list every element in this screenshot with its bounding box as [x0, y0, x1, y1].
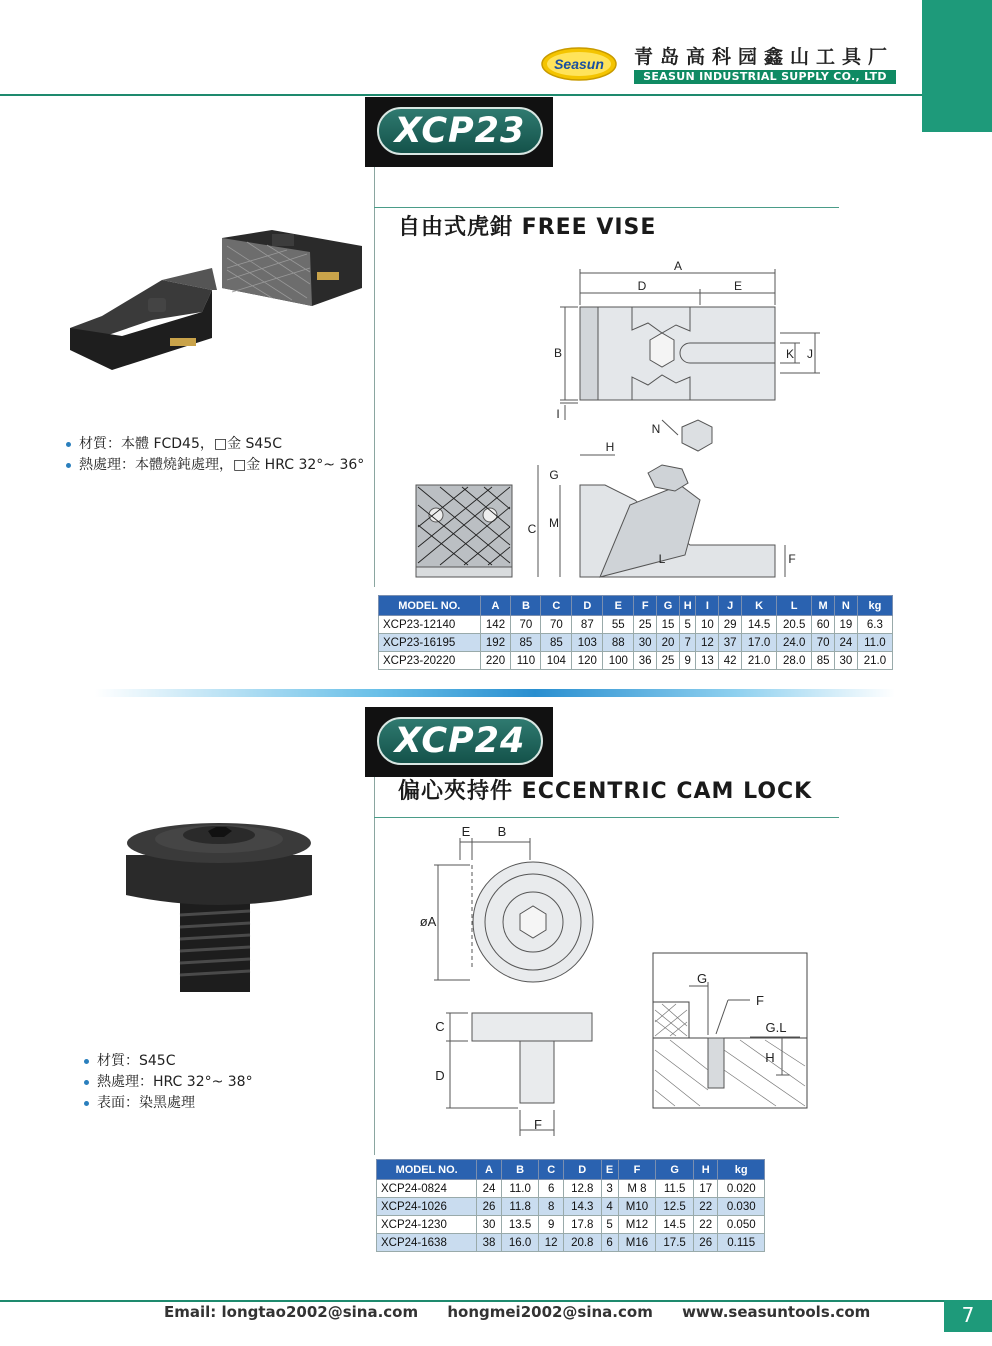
xcp24-vertical-rule [374, 777, 375, 1155]
table-cell: 21.0 [742, 652, 777, 670]
dim-label-l: L [658, 552, 666, 566]
table-cell: 22 [693, 1216, 717, 1234]
table-cell: 11.0 [501, 1180, 539, 1198]
dim-label-f-thread: F [756, 993, 764, 1008]
xcp24-product-photo [120, 815, 320, 1000]
table-cell: 24 [835, 634, 858, 652]
bullet-icon [66, 463, 71, 468]
table-cell: 42 [719, 652, 742, 670]
column-header: H [693, 1160, 717, 1180]
table-cell: 3 [601, 1180, 618, 1198]
table-cell: M10 [618, 1198, 656, 1216]
table-cell: 120 [572, 652, 603, 670]
table-cell: 0.020 [718, 1180, 765, 1198]
table-cell: 16.0 [501, 1234, 539, 1252]
table-cell: M 8 [618, 1180, 656, 1198]
table-cell: 70 [511, 616, 541, 634]
logo-text: Seasun [554, 56, 604, 72]
xcp23-vertical-rule [374, 167, 375, 587]
table-cell: 12 [539, 1234, 563, 1252]
xcp24-specs [84, 1051, 253, 1114]
table-cell: 104 [541, 652, 572, 670]
company-name-cn: 青岛高科园鑫山工具厂 [634, 46, 895, 68]
column-header: kg [718, 1160, 765, 1180]
footer-email-2[interactable]: hongmei2002@sina.com [447, 1303, 653, 1321]
xcp24-banner [365, 707, 553, 777]
table-cell: 13.5 [501, 1216, 539, 1234]
table-cell: 6 [601, 1234, 618, 1252]
column-header: C [541, 596, 572, 616]
dim-label-a: A [673, 259, 683, 273]
table-cell: 10 [696, 616, 719, 634]
table-cell: M12 [618, 1216, 656, 1234]
table-cell: 142 [480, 616, 511, 634]
table-cell: 26 [477, 1198, 501, 1216]
table-cell: 11.0 [857, 634, 892, 652]
column-header: kg [857, 596, 892, 616]
dim-label-c: C [435, 1019, 445, 1034]
dim-label-g: G [696, 971, 708, 986]
column-header: J [719, 596, 742, 616]
spec-heat-treatment: 熱處理：本體燒鈍處理，□金 HRC 32°~ 36° [66, 455, 364, 476]
xcp23-specs [66, 434, 364, 476]
model-cell: XCP24-0824 [377, 1180, 477, 1198]
table-cell: 12 [696, 634, 719, 652]
model-cell: XCP23-16195 [379, 634, 481, 652]
table-cell: 21.0 [857, 652, 892, 670]
table-row [377, 1234, 765, 1252]
footer-website[interactable]: www.seasuntools.com [682, 1303, 871, 1321]
column-header: L [777, 596, 812, 616]
table-cell: 30 [477, 1216, 501, 1234]
table-cell: 25 [634, 616, 657, 634]
spec-surface: 表面：染黑處理 [84, 1093, 253, 1114]
table-cell: 70 [541, 616, 572, 634]
dim-label-g: G [549, 468, 559, 482]
column-header: M [812, 596, 835, 616]
table-cell: 9 [679, 652, 696, 670]
table-row [377, 1216, 765, 1234]
column-header: B [501, 1160, 539, 1180]
spec-heat-treatment: 熱處理：HRC 32°~ 38° [84, 1072, 253, 1093]
section-divider [95, 689, 895, 697]
table-cell: 60 [812, 616, 835, 634]
table-cell: 85 [812, 652, 835, 670]
table-cell: 25 [657, 652, 680, 670]
table-cell: 11.8 [501, 1198, 539, 1216]
column-header: N [835, 596, 858, 616]
column-header: G [657, 596, 680, 616]
column-header: E [601, 1160, 618, 1180]
dim-label-n: N [651, 422, 661, 436]
table-cell: 12.5 [656, 1198, 694, 1216]
bullet-icon [84, 1080, 89, 1085]
table-cell: 20 [657, 634, 680, 652]
column-header: A [477, 1160, 501, 1180]
dim-label-b: B [497, 824, 507, 839]
table-cell: 20.8 [563, 1234, 601, 1252]
table-cell: 11.5 [656, 1180, 694, 1198]
dim-label-a: øA [419, 914, 437, 929]
table-cell: 88 [603, 634, 634, 652]
xcp23-technical-drawing [400, 255, 830, 585]
column-header: K [742, 596, 777, 616]
table-cell: 36 [634, 652, 657, 670]
page-number: 7 [944, 1300, 992, 1332]
column-header: H [679, 596, 696, 616]
column-header: B [511, 596, 541, 616]
table-cell: 38 [477, 1234, 501, 1252]
table-cell: 103 [572, 634, 603, 652]
dim-label-f: F [534, 1117, 542, 1132]
table-row [379, 634, 893, 652]
dim-label-f: F [788, 552, 796, 566]
column-header: D [572, 596, 603, 616]
table-cell: 9 [539, 1216, 563, 1234]
xcp24-title-rule [374, 817, 839, 818]
model-cell: XCP23-20220 [379, 652, 481, 670]
table-cell: 17 [693, 1180, 717, 1198]
table-cell: 100 [603, 652, 634, 670]
table-cell: 17.8 [563, 1216, 601, 1234]
table-row [377, 1198, 765, 1216]
table-cell: 14.5 [656, 1216, 694, 1234]
column-header: F [634, 596, 657, 616]
table-row [379, 616, 893, 634]
seasun-logo [540, 46, 618, 82]
table-cell: 22 [693, 1198, 717, 1216]
table-cell: 5 [601, 1216, 618, 1234]
xcp23-title-rule [374, 207, 839, 208]
table-cell: 14.5 [742, 616, 777, 634]
table-cell: 26 [693, 1234, 717, 1252]
table-cell: 14.3 [563, 1198, 601, 1216]
model-cell: XCP24-1230 [377, 1216, 477, 1234]
xcp23-code: XCP23 [377, 107, 543, 155]
model-cell: XCP24-1638 [377, 1234, 477, 1252]
table-cell: 17.5 [656, 1234, 694, 1252]
spec-material: 材質：S45C [84, 1051, 253, 1072]
table-cell: 17.0 [742, 634, 777, 652]
table-cell: 30 [835, 652, 858, 670]
table-cell: 110 [511, 652, 541, 670]
bullet-icon [84, 1101, 89, 1106]
company-name-en: SEASUN INDUSTRIAL SUPPLY CO., LTD [634, 70, 896, 84]
dim-label-b: B [553, 346, 563, 360]
table-cell: 85 [511, 634, 541, 652]
dim-label-h: H [605, 440, 615, 454]
dim-label-e: E [733, 279, 743, 293]
column-header: A [480, 596, 511, 616]
table-header-row [379, 596, 893, 616]
dim-label-d: D [435, 1068, 445, 1083]
column-header: E [603, 596, 634, 616]
table-cell: 220 [480, 652, 511, 670]
dim-label-m: M [549, 516, 559, 530]
table-cell: 4 [601, 1198, 618, 1216]
dim-label-e: E [461, 824, 471, 839]
dim-label-h: H [765, 1050, 775, 1065]
table-cell: 192 [480, 634, 511, 652]
table-cell: 24 [477, 1180, 501, 1198]
xcp23-title: 自由式虎鉗 FREE VISE [398, 215, 657, 240]
bullet-icon [66, 442, 71, 447]
dim-label-d: D [637, 279, 647, 293]
table-cell: 0.115 [718, 1234, 765, 1252]
xcp23-banner [365, 97, 553, 167]
table-cell: 55 [603, 616, 634, 634]
table-header-row [377, 1160, 765, 1180]
xcp23-product-photo [62, 228, 372, 398]
table-cell: 85 [541, 634, 572, 652]
corner-tab [922, 0, 992, 132]
xcp23-spec-table [378, 595, 893, 670]
table-cell: 37 [719, 634, 742, 652]
xcp24-title: 偏心夾持件 ECCENTRIC CAM LOCK [398, 779, 813, 804]
table-cell: M16 [618, 1234, 656, 1252]
model-cell: XCP24-1026 [377, 1198, 477, 1216]
dim-label-gl: G.L [765, 1020, 787, 1035]
table-cell: 5 [679, 616, 696, 634]
table-row [379, 652, 893, 670]
column-header: MODEL NO. [377, 1160, 477, 1180]
table-cell: 87 [572, 616, 603, 634]
table-cell: 15 [657, 616, 680, 634]
table-cell: 19 [835, 616, 858, 634]
table-cell: 28.0 [777, 652, 812, 670]
xcp24-technical-drawing [410, 820, 820, 1140]
header-rule [0, 94, 922, 96]
table-cell: 24.0 [777, 634, 812, 652]
table-cell: 30 [634, 634, 657, 652]
table-cell: 13 [696, 652, 719, 670]
footer-email-1[interactable]: Email: longtao2002@sina.com [164, 1303, 419, 1321]
table-cell: 6 [539, 1180, 563, 1198]
column-header: F [618, 1160, 656, 1180]
xcp24-code: XCP24 [377, 717, 543, 765]
table-cell: 7 [679, 634, 696, 652]
table-cell: 70 [812, 634, 835, 652]
table-cell: 8 [539, 1198, 563, 1216]
footer-rule [0, 1300, 992, 1302]
table-row [377, 1180, 765, 1198]
column-header: I [696, 596, 719, 616]
dim-label-k: K [785, 347, 795, 361]
column-header: G [656, 1160, 694, 1180]
footer-contact [164, 1303, 894, 1321]
dim-label-c: C [527, 522, 537, 536]
column-header: MODEL NO. [379, 596, 481, 616]
dim-label-i: I [556, 407, 560, 421]
spec-material: 材質：本體 FCD45，□金 S45C [66, 434, 364, 455]
table-cell: 0.030 [718, 1198, 765, 1216]
column-header: C [539, 1160, 563, 1180]
xcp24-spec-table [376, 1159, 765, 1252]
model-cell: XCP23-12140 [379, 616, 481, 634]
table-cell: 6.3 [857, 616, 892, 634]
dim-label-j: J [807, 347, 813, 361]
table-cell: 0.050 [718, 1216, 765, 1234]
table-cell: 12.8 [563, 1180, 601, 1198]
table-cell: 20.5 [777, 616, 812, 634]
table-cell: 29 [719, 616, 742, 634]
bullet-icon [84, 1059, 89, 1064]
column-header: D [563, 1160, 601, 1180]
